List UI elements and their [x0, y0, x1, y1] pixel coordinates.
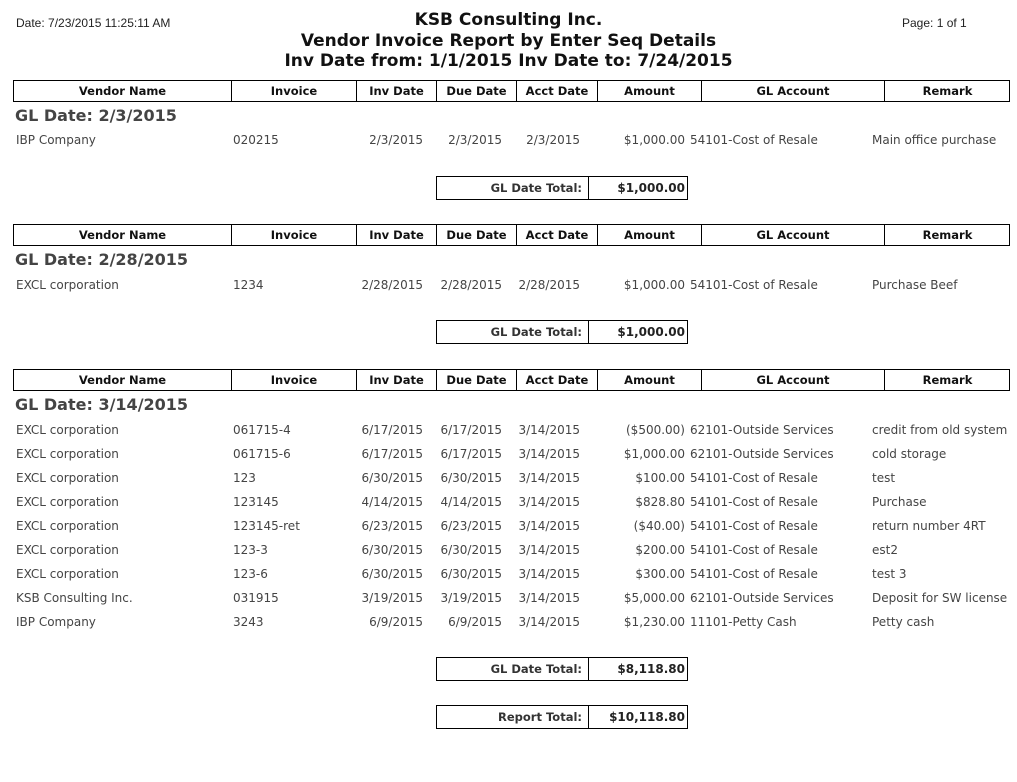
- vendor-cell: IBP Company: [16, 615, 96, 629]
- group-title: GL Date: 2/28/2015: [15, 250, 189, 269]
- invoice-cell: 061715-4: [233, 423, 291, 437]
- column-header: Amount: [597, 81, 701, 101]
- inv-date-cell: 6/30/2015: [361, 471, 423, 485]
- column-header: Inv Date: [356, 225, 436, 245]
- column-header: Vendor Name: [78, 373, 167, 387]
- remark-cell: test 3: [872, 567, 907, 581]
- remark-cell: Petty cash: [872, 615, 935, 629]
- due-date-cell: 6/9/2015: [448, 615, 502, 629]
- table-row: [0, 492, 1017, 516]
- gl-account-cell: 54101-Cost of Resale: [690, 495, 818, 509]
- gl-account-cell: 62101-Outside Services: [690, 423, 834, 437]
- amount-cell: $1,000.00: [623, 133, 685, 147]
- column-header-row: [13, 369, 1010, 391]
- due-date-cell: 3/19/2015: [440, 591, 502, 605]
- invoice-cell: 031915: [233, 591, 279, 605]
- vendor-cell: EXCL corporation: [16, 543, 119, 557]
- inv-date-cell: 6/9/2015: [369, 615, 423, 629]
- vendor-cell: KSB Consulting Inc.: [16, 591, 133, 605]
- vendor-cell: EXCL corporation: [16, 471, 119, 485]
- invoice-cell: 020215: [233, 133, 279, 147]
- remark-cell: test: [872, 471, 896, 485]
- remark-cell: Main office purchase: [872, 133, 997, 147]
- column-header: Inv Date: [356, 81, 436, 101]
- column-header: GL Account: [701, 81, 884, 101]
- column-header: Due Date: [436, 370, 516, 390]
- column-header: Remark: [884, 81, 1010, 101]
- table-row: [0, 468, 1017, 492]
- gl-account-cell: 62101-Outside Services: [690, 591, 834, 605]
- column-header: Vendor Name: [78, 228, 167, 242]
- group-total-box: [436, 176, 688, 200]
- amount-cell: $1,000.00: [623, 278, 685, 292]
- due-date-cell: 4/14/2015: [440, 495, 502, 509]
- company-name: KSB Consulting Inc.: [414, 10, 603, 30]
- table-row: [0, 516, 1017, 540]
- group-total-value: $1,000.00: [588, 321, 687, 343]
- group-title: GL Date: 3/14/2015: [15, 395, 189, 414]
- table-row: [0, 420, 1017, 444]
- due-date-cell: 2/3/2015: [448, 133, 502, 147]
- table-row: [0, 612, 1017, 636]
- column-header: Amount: [597, 225, 701, 245]
- vendor-cell: EXCL corporation: [16, 567, 119, 581]
- inv-date-cell: 6/17/2015: [361, 447, 423, 461]
- table-row: [0, 588, 1017, 612]
- table-row: [0, 275, 1017, 299]
- inv-date-cell: 4/14/2015: [361, 495, 423, 509]
- column-header: Due Date: [436, 225, 516, 245]
- group-total-label: GL Date Total:: [490, 181, 582, 195]
- acct-date-cell: 3/14/2015: [518, 495, 580, 509]
- table-row: [0, 564, 1017, 588]
- amount-cell: $1,000.00: [623, 447, 685, 461]
- group-total-box: [436, 657, 688, 681]
- amount-cell: $5,000.00: [623, 591, 685, 605]
- group-total-label: GL Date Total:: [490, 325, 582, 339]
- invoice-cell: 3243: [233, 615, 264, 629]
- remark-cell: Purchase Beef: [872, 278, 958, 292]
- report-total-value: $10,118.80: [588, 706, 687, 728]
- table-row: [0, 130, 1017, 154]
- due-date-cell: 2/28/2015: [440, 278, 502, 292]
- remark-cell: return number 4RT: [872, 519, 986, 533]
- due-date-cell: 6/17/2015: [440, 423, 502, 437]
- column-header: Amount: [597, 370, 701, 390]
- amount-cell: $200.00: [635, 543, 685, 557]
- acct-date-cell: 3/14/2015: [518, 567, 580, 581]
- group-total-value: $8,118.80: [588, 658, 687, 680]
- group-title: GL Date: 2/3/2015: [15, 106, 177, 125]
- gl-account-cell: 54101-Cost of Resale: [690, 567, 818, 581]
- due-date-cell: 6/30/2015: [440, 567, 502, 581]
- inv-date-cell: 6/30/2015: [361, 543, 423, 557]
- inv-date-cell: 6/23/2015: [361, 519, 423, 533]
- column-header: Acct Date: [516, 81, 597, 101]
- acct-date-cell: 3/14/2015: [518, 591, 580, 605]
- column-header: GL Account: [701, 225, 884, 245]
- remark-cell: est2: [872, 543, 898, 557]
- column-header: Acct Date: [516, 370, 597, 390]
- column-header: Invoice: [231, 370, 356, 390]
- column-header: Invoice: [231, 81, 356, 101]
- amount-cell: $1,230.00: [623, 615, 685, 629]
- acct-date-cell: 3/14/2015: [518, 471, 580, 485]
- column-header: Invoice: [231, 225, 356, 245]
- column-header: GL Account: [701, 370, 884, 390]
- report-title: Vendor Invoice Report by Enter Seq Details: [300, 31, 717, 51]
- due-date-cell: 6/17/2015: [440, 447, 502, 461]
- gl-account-cell: 54101-Cost of Resale: [690, 519, 818, 533]
- inv-date-cell: 2/3/2015: [369, 133, 423, 147]
- inv-date-cell: 6/30/2015: [361, 567, 423, 581]
- invoice-cell: 123145: [233, 495, 279, 509]
- invoice-cell: 061715-6: [233, 447, 291, 461]
- column-header: Remark: [884, 370, 1010, 390]
- vendor-cell: EXCL corporation: [16, 495, 119, 509]
- inv-date-cell: 3/19/2015: [361, 591, 423, 605]
- amount-cell: $300.00: [635, 567, 685, 581]
- date-range: Inv Date from: 1/1/2015 Inv Date to: 7/24/2015: [284, 51, 733, 71]
- column-header: Acct Date: [516, 225, 597, 245]
- vendor-cell: EXCL corporation: [16, 278, 119, 292]
- vendor-cell: EXCL corporation: [16, 519, 119, 533]
- acct-date-cell: 3/14/2015: [518, 423, 580, 437]
- due-date-cell: 6/30/2015: [440, 471, 502, 485]
- inv-date-cell: 2/28/2015: [361, 278, 423, 292]
- amount-cell: $100.00: [635, 471, 685, 485]
- invoice-cell: 1234: [233, 278, 264, 292]
- acct-date-cell: 2/3/2015: [526, 133, 580, 147]
- due-date-cell: 6/23/2015: [440, 519, 502, 533]
- vendor-cell: EXCL corporation: [16, 447, 119, 461]
- amount-cell: ($500.00): [626, 423, 685, 437]
- table-row: [0, 540, 1017, 564]
- gl-account-cell: 54101-Cost of Resale: [690, 278, 818, 292]
- column-header-row: [13, 80, 1010, 102]
- acct-date-cell: 3/14/2015: [518, 519, 580, 533]
- invoice-cell: 123-3: [233, 543, 268, 557]
- remark-cell: cold storage: [872, 447, 947, 461]
- remark-cell: Deposit for SW license: [872, 591, 1008, 605]
- vendor-cell: IBP Company: [16, 133, 96, 147]
- report-total-label: Report Total:: [498, 710, 582, 724]
- invoice-cell: 123145-ret: [233, 519, 300, 533]
- acct-date-cell: 2/28/2015: [518, 278, 580, 292]
- acct-date-cell: 3/14/2015: [518, 543, 580, 557]
- acct-date-cell: 3/14/2015: [518, 615, 580, 629]
- due-date-cell: 6/30/2015: [440, 543, 502, 557]
- gl-account-cell: 62101-Outside Services: [690, 447, 834, 461]
- report-total-box: [436, 705, 688, 729]
- column-header: Inv Date: [356, 370, 436, 390]
- invoice-cell: 123: [233, 471, 256, 485]
- column-header: Remark: [884, 225, 1010, 245]
- report-date: Date: 7/23/2015 11:25:11 AM: [16, 16, 171, 30]
- table-row: [0, 444, 1017, 468]
- remark-cell: Purchase: [872, 495, 927, 509]
- group-total-label: GL Date Total:: [490, 662, 582, 676]
- inv-date-cell: 6/17/2015: [361, 423, 423, 437]
- column-header-row: [13, 224, 1010, 246]
- group-total-value: $1,000.00: [588, 177, 687, 199]
- gl-account-cell: 54101-Cost of Resale: [690, 543, 818, 557]
- gl-account-cell: 54101-Cost of Resale: [690, 471, 818, 485]
- gl-account-cell: 11101-Petty Cash: [690, 615, 797, 629]
- acct-date-cell: 3/14/2015: [518, 447, 580, 461]
- column-header: Due Date: [436, 81, 516, 101]
- amount-cell: $828.80: [635, 495, 685, 509]
- group-total-box: [436, 320, 688, 344]
- page-number: Page: 1 of 1: [902, 16, 967, 30]
- invoice-cell: 123-6: [233, 567, 268, 581]
- amount-cell: ($40.00): [633, 519, 685, 533]
- gl-account-cell: 54101-Cost of Resale: [690, 133, 818, 147]
- vendor-cell: EXCL corporation: [16, 423, 119, 437]
- column-header: Vendor Name: [78, 84, 167, 98]
- remark-cell: credit from old system: [872, 423, 1008, 437]
